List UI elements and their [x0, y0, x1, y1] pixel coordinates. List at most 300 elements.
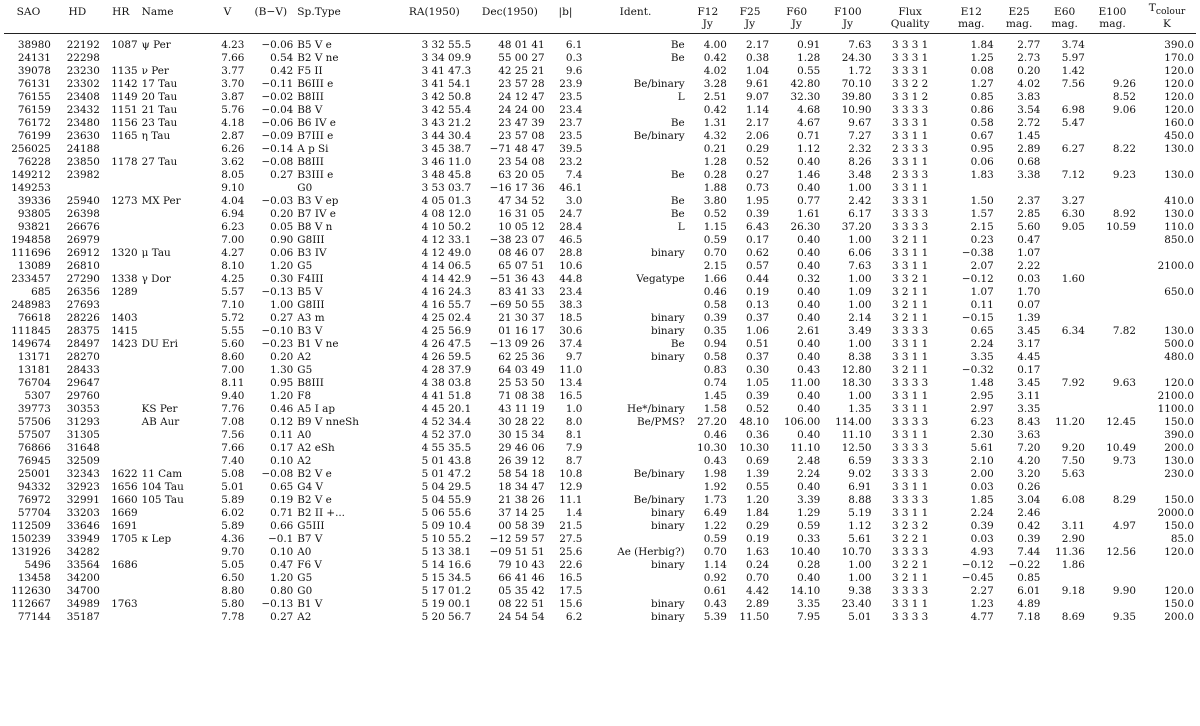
cell-hr: 1149: [111, 91, 138, 104]
cell-b: 39.5: [559, 143, 583, 156]
cell-b: 1.4: [565, 507, 583, 520]
cell-sp: B7 V: [297, 533, 323, 546]
cell-hr: [102, 143, 140, 156]
cell-name: [140, 585, 209, 598]
cell-f12: 1.66: [703, 273, 727, 286]
cell-name: [140, 351, 209, 364]
cell-e60: [1042, 338, 1086, 351]
cell-v: 8.60: [221, 351, 245, 364]
cell-e12: 2.07: [970, 260, 994, 273]
cell-hd: 26398: [66, 208, 100, 221]
cell-tc: [1138, 312, 1196, 325]
cell-tc: 480.0: [1164, 351, 1194, 364]
cell-dec: −16 17 36: [489, 182, 545, 195]
cell-e60: 6.98: [1061, 104, 1085, 117]
cell-f60: 0.40: [797, 338, 821, 351]
cell-bv: −0.1: [268, 533, 294, 546]
cell-v: 7.76: [221, 403, 245, 416]
cell-e100: 9.06: [1112, 104, 1137, 117]
cell-e25: 3.54: [1017, 104, 1041, 117]
cell-b: 13.4: [559, 377, 583, 390]
cell-b: 44.8: [559, 273, 583, 286]
cell-sp: A0: [297, 546, 312, 559]
cell-e25: 0.26: [1017, 481, 1041, 494]
cell-sao: 76172: [17, 117, 51, 130]
table-row: [4, 156, 1196, 169]
cell-e100: 9.23: [1112, 169, 1137, 182]
cell-e60: [1042, 247, 1086, 260]
cell-f100: 5.19: [848, 507, 872, 520]
cell-name: 11 Cam: [141, 468, 183, 481]
cell-f25: 0.38: [746, 52, 770, 65]
col-unit-e25: mag.: [1005, 18, 1033, 31]
cell-e60: 11.20: [1055, 416, 1085, 429]
cell-hr: [102, 611, 140, 624]
cell-ident: Be/binary: [633, 130, 685, 143]
cell-sp: G0: [297, 182, 313, 195]
cell-sao: 131926: [11, 546, 51, 559]
cell-sao: 256025: [11, 143, 51, 156]
cell-e100: [1087, 572, 1138, 585]
cell-b: 16.5: [559, 390, 583, 403]
cell-f60: 0.40: [797, 247, 821, 260]
cell-sp: A2: [297, 611, 312, 624]
cell-f100: 3.49: [848, 325, 872, 338]
table-row: [4, 65, 1196, 78]
cell-sp: G5: [297, 364, 313, 377]
cell-sp: G4 V: [297, 481, 324, 494]
cell-ident: Be/binary: [633, 78, 685, 91]
cell-hd: 23480: [66, 117, 100, 130]
cell-v: 7.66: [221, 442, 245, 455]
cell-f25: 0.30: [746, 364, 770, 377]
cell-bv: −0.08: [261, 156, 294, 169]
cell-hr: 1151: [111, 104, 138, 117]
cell-tc: 150.0: [1164, 494, 1194, 507]
cell-bv: 0.47: [270, 559, 294, 572]
cell-b: 7.9: [565, 442, 583, 455]
cell-hd: 34989: [66, 598, 100, 611]
cell-dec: 71 08 38: [498, 390, 545, 403]
cell-f25: 0.37: [746, 351, 770, 364]
cell-f60: 0.71: [797, 130, 821, 143]
table-row: [4, 273, 1196, 286]
cell-e60: [1042, 429, 1086, 442]
cell-f100: 1.72: [848, 65, 872, 78]
cell-f100: 114.00: [835, 416, 872, 429]
cell-e100: [1087, 273, 1138, 286]
cell-ident: binary: [650, 520, 685, 533]
cell-sp: F4III: [297, 273, 324, 286]
cell-f12: 27.20: [697, 416, 727, 429]
cell-b: 30.6: [559, 325, 583, 338]
cell-e60: [1042, 364, 1086, 377]
cell-hd: 28375: [66, 325, 100, 338]
col-header-tc-main: T: [1148, 2, 1156, 14]
cell-f25: 9.07: [746, 91, 770, 104]
table-row: [4, 143, 1196, 156]
cell-fq: 3 3 1 1: [891, 481, 929, 494]
cell-name: [140, 325, 209, 338]
cell-e60: 9.20: [1061, 442, 1085, 455]
cell-ra: 4 10 50.2: [421, 221, 472, 234]
cell-dec: 29 46 06: [498, 442, 545, 455]
cell-e100: [1087, 312, 1138, 325]
cell-sao: 77144: [17, 611, 51, 624]
cell-sao: 57507: [17, 429, 51, 442]
cell-f100: 1.09: [848, 286, 872, 299]
cell-v: 4.27: [221, 247, 245, 260]
cell-f100: 2.42: [848, 195, 872, 208]
table-row: [4, 52, 1196, 65]
cell-e100: 9.90: [1112, 585, 1137, 598]
table-row: [4, 78, 1196, 91]
cell-v: 5.08: [221, 468, 245, 481]
cell-v: 7.40: [221, 455, 245, 468]
cell-v: 4.25: [221, 273, 245, 286]
cell-f12: 0.46: [703, 429, 727, 442]
cell-hd: 23432: [66, 104, 100, 117]
col-header-f60: F60: [786, 6, 808, 19]
cell-b: 28.4: [559, 221, 583, 234]
cell-ident: [584, 572, 686, 585]
cell-b: 23.5: [559, 130, 583, 143]
cell-ident: Be: [670, 338, 685, 351]
table-row: [4, 455, 1196, 468]
cell-b: 37.4: [559, 338, 583, 351]
cell-bv: 0.12: [270, 416, 294, 429]
col-unit-f100: Jy: [842, 18, 853, 31]
cell-hr: 1705: [111, 533, 138, 546]
cell-v: 3.70: [221, 78, 245, 91]
cell-dec: 43 11 19: [498, 403, 545, 416]
cell-ident: binary: [650, 247, 685, 260]
cell-b: 24.7: [559, 208, 583, 221]
cell-tc: 120.0: [1164, 546, 1194, 559]
col-header-sp: Sp.Type: [297, 6, 341, 19]
cell-hr: 1660: [111, 494, 138, 507]
cell-f12: 1.45: [703, 390, 727, 403]
cell-fq: 3 3 3 3: [891, 104, 929, 117]
cell-hr: [102, 390, 140, 403]
cell-f12: 0.83: [703, 364, 727, 377]
cell-ident: L: [677, 221, 685, 234]
cell-e25: 3.17: [1017, 338, 1041, 351]
cell-bv: [246, 182, 295, 195]
cell-hd: 26979: [66, 234, 100, 247]
cell-bv: 0.42: [270, 65, 294, 78]
cell-e60: [1042, 156, 1086, 169]
cell-sao: 57506: [17, 416, 51, 429]
cell-hr: [102, 403, 140, 416]
cell-tc: 150.0: [1164, 416, 1194, 429]
header-row-units: [4, 18, 1196, 34]
col-header-f12: F12: [697, 6, 719, 19]
cell-hr: [102, 169, 140, 182]
cell-v: 7.00: [221, 234, 245, 247]
cell-hd: 33949: [66, 533, 100, 546]
cell-fq: 3 3 3 1: [891, 65, 929, 78]
cell-fq: 3 3 1 1: [891, 598, 929, 611]
cell-e25: 2.72: [1017, 117, 1041, 130]
cell-e100: 9.26: [1112, 78, 1137, 91]
cell-sao: 76159: [17, 104, 51, 117]
cell-e100: [1087, 598, 1138, 611]
col-unit-fq: Quality: [890, 18, 930, 31]
cell-b: 46.5: [559, 234, 583, 247]
cell-sp: G0: [297, 585, 313, 598]
cell-e12: 0.08: [970, 65, 994, 78]
cell-hd: 31305: [66, 429, 100, 442]
cell-f25: 0.19: [746, 533, 770, 546]
cell-name: [140, 546, 209, 559]
cell-tc: 110.0: [1164, 221, 1194, 234]
cell-ra: 4 08 12.0: [421, 208, 472, 221]
cell-e25: 0.68: [1017, 156, 1041, 169]
cell-sp: B7III e: [297, 130, 334, 143]
cell-f12: 1.88: [703, 182, 727, 195]
cell-e25: 0.20: [1017, 65, 1041, 78]
cell-hd: 34200: [66, 572, 100, 585]
table-row: [4, 286, 1196, 299]
cell-dec: 47 34 52: [498, 195, 545, 208]
cell-bv: 0.66: [270, 520, 294, 533]
cell-fq: 3 3 3 3: [891, 611, 929, 624]
cell-e25: 3.83: [1017, 91, 1041, 104]
cell-e25: 3.04: [1017, 494, 1041, 507]
cell-sao: 13171: [17, 351, 51, 364]
cell-f100: 6.06: [848, 247, 872, 260]
cell-dec: 24 12 47: [498, 91, 545, 104]
cell-e60: [1042, 403, 1086, 416]
cell-e100: [1087, 351, 1138, 364]
cell-dec: 55 00 27: [498, 52, 545, 65]
cell-fq: 3 3 1 1: [891, 247, 929, 260]
cell-f100: 23.40: [841, 598, 872, 611]
cell-hr: [102, 52, 140, 65]
cell-f12: 0.43: [703, 455, 727, 468]
cell-fq: 3 3 3 3: [891, 377, 929, 390]
cell-tc: 120.0: [1164, 585, 1194, 598]
cell-dec: 58 54 18: [498, 468, 545, 481]
cell-bv: 0.20: [270, 208, 294, 221]
cell-v: 5.05: [221, 559, 245, 572]
cell-f100: 1.35: [848, 403, 872, 416]
cell-b: 11.1: [559, 494, 583, 507]
cell-sp: B5 V e: [297, 39, 332, 52]
cell-f25: 0.27: [746, 169, 770, 182]
table-header: [4, 2, 1196, 34]
cell-v: 7.10: [221, 299, 245, 312]
cell-b: 23.5: [559, 91, 583, 104]
cell-name: [140, 364, 209, 377]
cell-f60: 11.00: [790, 377, 821, 390]
cell-tc: 120.0: [1164, 377, 1194, 390]
cell-f25: 0.52: [746, 403, 770, 416]
cell-b: 8.7: [565, 455, 583, 468]
cell-bv: −0.08: [261, 468, 294, 481]
cell-bv: 1.20: [270, 390, 294, 403]
cell-dec: −13 09 26: [489, 338, 545, 351]
cell-f12: 1.28: [703, 156, 727, 169]
cell-bv: 1.20: [270, 260, 294, 273]
cell-e12: 0.58: [970, 117, 994, 130]
cell-hr: [102, 351, 140, 364]
cell-hd: 28226: [66, 312, 100, 325]
cell-e25: 7.20: [1017, 442, 1041, 455]
cell-f25: 0.39: [746, 390, 770, 403]
cell-ra: 4 45 20.1: [421, 403, 472, 416]
cell-b: 23.4: [559, 286, 583, 299]
cell-f25: 0.39: [746, 208, 770, 221]
cell-e25: 0.03: [1017, 273, 1041, 286]
cell-ident: Be: [670, 208, 685, 221]
cell-dec: 64 03 49: [498, 364, 545, 377]
cell-bv: 0.20: [270, 351, 294, 364]
col-header-f100: F100: [834, 6, 862, 19]
cell-v: 4.04: [221, 195, 245, 208]
cell-b: 10.8: [559, 468, 583, 481]
cell-hd: 23982: [66, 169, 100, 182]
cell-e12: 2.00: [970, 468, 994, 481]
cell-ident: [584, 377, 686, 390]
cell-hd: 23230: [66, 65, 100, 78]
cell-f100: 24.30: [841, 52, 872, 65]
cell-f60: 10.40: [790, 546, 821, 559]
cell-sp: B8 V n: [297, 221, 333, 234]
cell-f60: 14.10: [790, 585, 821, 598]
cell-f60: 3.35: [797, 598, 821, 611]
cell-ra: 4 16 24.3: [421, 286, 472, 299]
cell-b: 6.1: [565, 39, 583, 52]
cell-sp: B2 V e: [297, 494, 332, 507]
cell-f60: 0.40: [797, 299, 821, 312]
cell-v: 5.80: [221, 598, 245, 611]
cell-e60: 7.92: [1061, 377, 1085, 390]
cell-f12: 2.15: [703, 260, 727, 273]
cell-bv: 0.27: [270, 312, 294, 325]
cell-sp: B8III: [297, 91, 324, 104]
cell-hr: [102, 572, 140, 585]
cell-hd: 23408: [66, 91, 100, 104]
cell-f25: 0.70: [746, 572, 770, 585]
table-row: [4, 429, 1196, 442]
cell-f25: 0.29: [746, 520, 770, 533]
cell-dec: 24 54 54: [498, 611, 545, 624]
cell-fq: 3 3 3 3: [891, 325, 929, 338]
table-row: [4, 221, 1196, 234]
col-unit-v: [209, 18, 247, 34]
cell-sp: B6 IV e: [297, 117, 336, 130]
cell-e25: 3.63: [1017, 429, 1041, 442]
cell-f60: 0.40: [797, 286, 821, 299]
col-unit-f60: Jy: [791, 18, 802, 31]
cell-f12: 0.28: [703, 169, 727, 182]
cell-f100: 7.27: [848, 130, 872, 143]
cell-f60: 2.61: [797, 325, 821, 338]
cell-fq: 3 2 2 1: [891, 559, 929, 572]
cell-hr: [102, 455, 140, 468]
cell-hd: 33203: [66, 507, 100, 520]
cell-name: κ Lep: [141, 533, 172, 546]
cell-f25: 0.19: [746, 286, 770, 299]
cell-tc: [1138, 572, 1196, 585]
table-row: [4, 598, 1196, 611]
cell-e60: 3.27: [1061, 195, 1085, 208]
cell-ident: [584, 429, 686, 442]
cell-fq: 3 3 1 1: [891, 403, 929, 416]
cell-tc: 200.0: [1164, 442, 1194, 455]
cell-ident: [584, 65, 686, 78]
cell-fq: 3 3 3 1: [891, 52, 929, 65]
cell-ident: Be: [670, 39, 685, 52]
cell-ra: 5 14 16.6: [421, 559, 472, 572]
cell-e12: 2.95: [970, 390, 994, 403]
cell-hd: 23302: [66, 78, 100, 91]
cell-v: 5.60: [221, 338, 245, 351]
cell-e60: [1042, 234, 1086, 247]
cell-f60: 1.61: [797, 208, 821, 221]
cell-tc: 390.0: [1164, 429, 1194, 442]
table-row: [4, 91, 1196, 104]
cell-ra: 3 45 38.7: [421, 143, 472, 156]
cell-sao: 111845: [11, 325, 51, 338]
cell-bv: 0.19: [270, 494, 294, 507]
cell-ra: 4 14 06.5: [421, 260, 472, 273]
cell-v: 6.26: [221, 143, 245, 156]
cell-sao: 93805: [17, 208, 51, 221]
cell-f25: 0.29: [746, 143, 770, 156]
cell-v: 6.94: [221, 208, 245, 221]
cell-e25: 1.45: [1017, 130, 1041, 143]
cell-e25: 2.85: [1017, 208, 1041, 221]
cell-b: 22.6: [559, 559, 583, 572]
cell-tc: [1138, 364, 1196, 377]
cell-e25: 1.07: [1017, 247, 1041, 260]
cell-fq: 3 2 2 1: [891, 533, 929, 546]
cell-b: 7.4: [565, 169, 583, 182]
cell-sp: F8: [297, 390, 312, 403]
cell-f100: 10.70: [841, 546, 872, 559]
cell-b: 28.8: [559, 247, 583, 260]
cell-f60: 3.39: [797, 494, 821, 507]
cell-dec: 23 57 08: [498, 130, 545, 143]
cell-ident: binary: [650, 351, 685, 364]
cell-sao: 13181: [17, 364, 51, 377]
cell-fq: 3 3 3 3: [891, 494, 929, 507]
cell-ident: Ae (Herbig?): [617, 546, 685, 559]
cell-name: ν Per: [141, 65, 169, 78]
cell-f100: 11.10: [841, 429, 872, 442]
col-header-e12: E12: [960, 6, 982, 19]
cell-sp: B7 IV e: [297, 208, 336, 221]
table-row: [4, 377, 1196, 390]
cell-sao: 150239: [11, 533, 51, 546]
cell-e100: [1087, 338, 1138, 351]
cell-ra: 5 17 01.2: [421, 585, 472, 598]
cell-fq: 3 3 3 1: [891, 117, 929, 130]
cell-e12: −0.38: [961, 247, 994, 260]
col-header-tc: [1138, 2, 1196, 18]
cell-f25: 2.17: [746, 117, 770, 130]
cell-b: 9.6: [565, 65, 583, 78]
cell-hr: 1320: [111, 247, 138, 260]
cell-e60: 1.60: [1061, 273, 1085, 286]
cell-ident: [584, 260, 686, 273]
cell-name: γ Dor: [141, 273, 171, 286]
cell-bv: 0.10: [270, 546, 294, 559]
cell-hr: [102, 234, 140, 247]
